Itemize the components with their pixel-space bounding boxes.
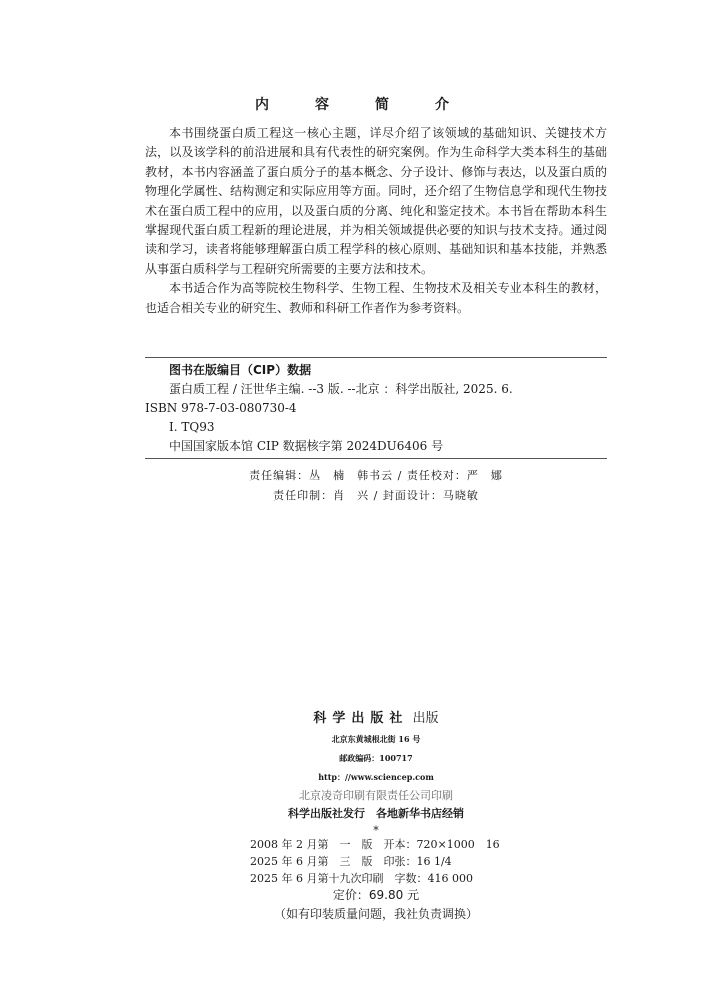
- quality-note: （如有印装质量问题，我社负责调换）: [273, 907, 478, 921]
- cip-data-block: [145, 361, 607, 456]
- separator-star: *: [373, 824, 379, 837]
- cip-record-number: 中国国家版本馆 CIP 数据核字第 2024DU6406 号: [169, 439, 444, 453]
- summary-paragraph-2: 本书适合作为高等院校生物科学、生物工程、生物技术及相关专业本科生的教材，也适合相关专业的研究生、教师和科研工作者作为参考资料。: [145, 281, 607, 315]
- imprint-third-edition: 2025 年 6 月第 三 版 印张：16 1/4: [250, 855, 452, 868]
- publisher-address: 北京东黄城根北街 16 号: [331, 734, 421, 744]
- price: 定价：69.80 元: [332, 888, 420, 902]
- publisher-suffix: 出版: [412, 711, 439, 726]
- cip-catalog-line: 蛋白质工程 / 汪世华主编. --3 版. --北京 ：科学出版社, 2025. 6.: [169, 382, 513, 396]
- imprint-printing: 2025 年 6 月第十九次印刷 字数：416 000: [250, 872, 473, 885]
- imprint-first-edition: 2008 年 2 月第 一 版 开本：720×1000 16: [250, 838, 500, 851]
- imprint-details: [250, 836, 500, 887]
- cip-heading: 图书在版编目（CIP）数据: [169, 363, 312, 377]
- cip-isbn: ISBN 978-7-03-080730-4: [145, 401, 297, 415]
- page-title: 内 容 简 介: [255, 97, 465, 113]
- content-summary: [145, 124, 607, 318]
- summary-paragraph-1: 本书围绕蛋白质工程这一核心主题，详尽介绍了该领域的基础知识、关键技术方法，以及该学科的前沿进展和具有代表性的研究案例。作为生命科学大类本科生的基础教材，本书内容涵盖了蛋白质分子的基本概念、分子设计、修饰与表达，以及蛋白质的物理化学属性、结构测定和实际应用等方面。同时，还介绍了生物信息学和现代生物技术在蛋白质工程中的应用，以及蛋白质的分离、纯化和鉴定技术。本书旨在帮助本科生掌握现代蛋白质工程新的理论进展，并为相关领域提供必要的知识与技术支持。通过阅读和学习，读者将能够理解蛋白质工程学科的核心原则、基础知识和基本技能，并熟悉从事蛋白质科学与工程研究所需要的主要方法和技术。: [145, 126, 607, 276]
- publisher-name: [145, 708, 607, 730]
- credits-editors: 责任编辑：丛 楠 韩书云 / 责任校对：严 娜: [249, 469, 503, 482]
- publisher-logo-text: 科学出版社: [313, 711, 409, 726]
- printer-info: 北京凌奇印刷有限责任公司印刷: [299, 789, 453, 802]
- credits-production: 责任印制：肖 兴 / 封面设计：马晓敏: [273, 489, 479, 502]
- cip-top-divider: [145, 357, 607, 358]
- distribution-info: 科学出版社发行 各地新华书店经销: [288, 807, 464, 820]
- editorial-credits: [145, 466, 607, 506]
- cip-bottom-divider: [145, 458, 607, 459]
- publisher-block: [145, 708, 607, 839]
- cip-classification: Ⅰ. TQ93: [169, 420, 215, 434]
- publisher-postcode: 邮政编码：100717: [339, 753, 413, 763]
- publisher-website: http：//www.sciencep.com: [318, 772, 434, 782]
